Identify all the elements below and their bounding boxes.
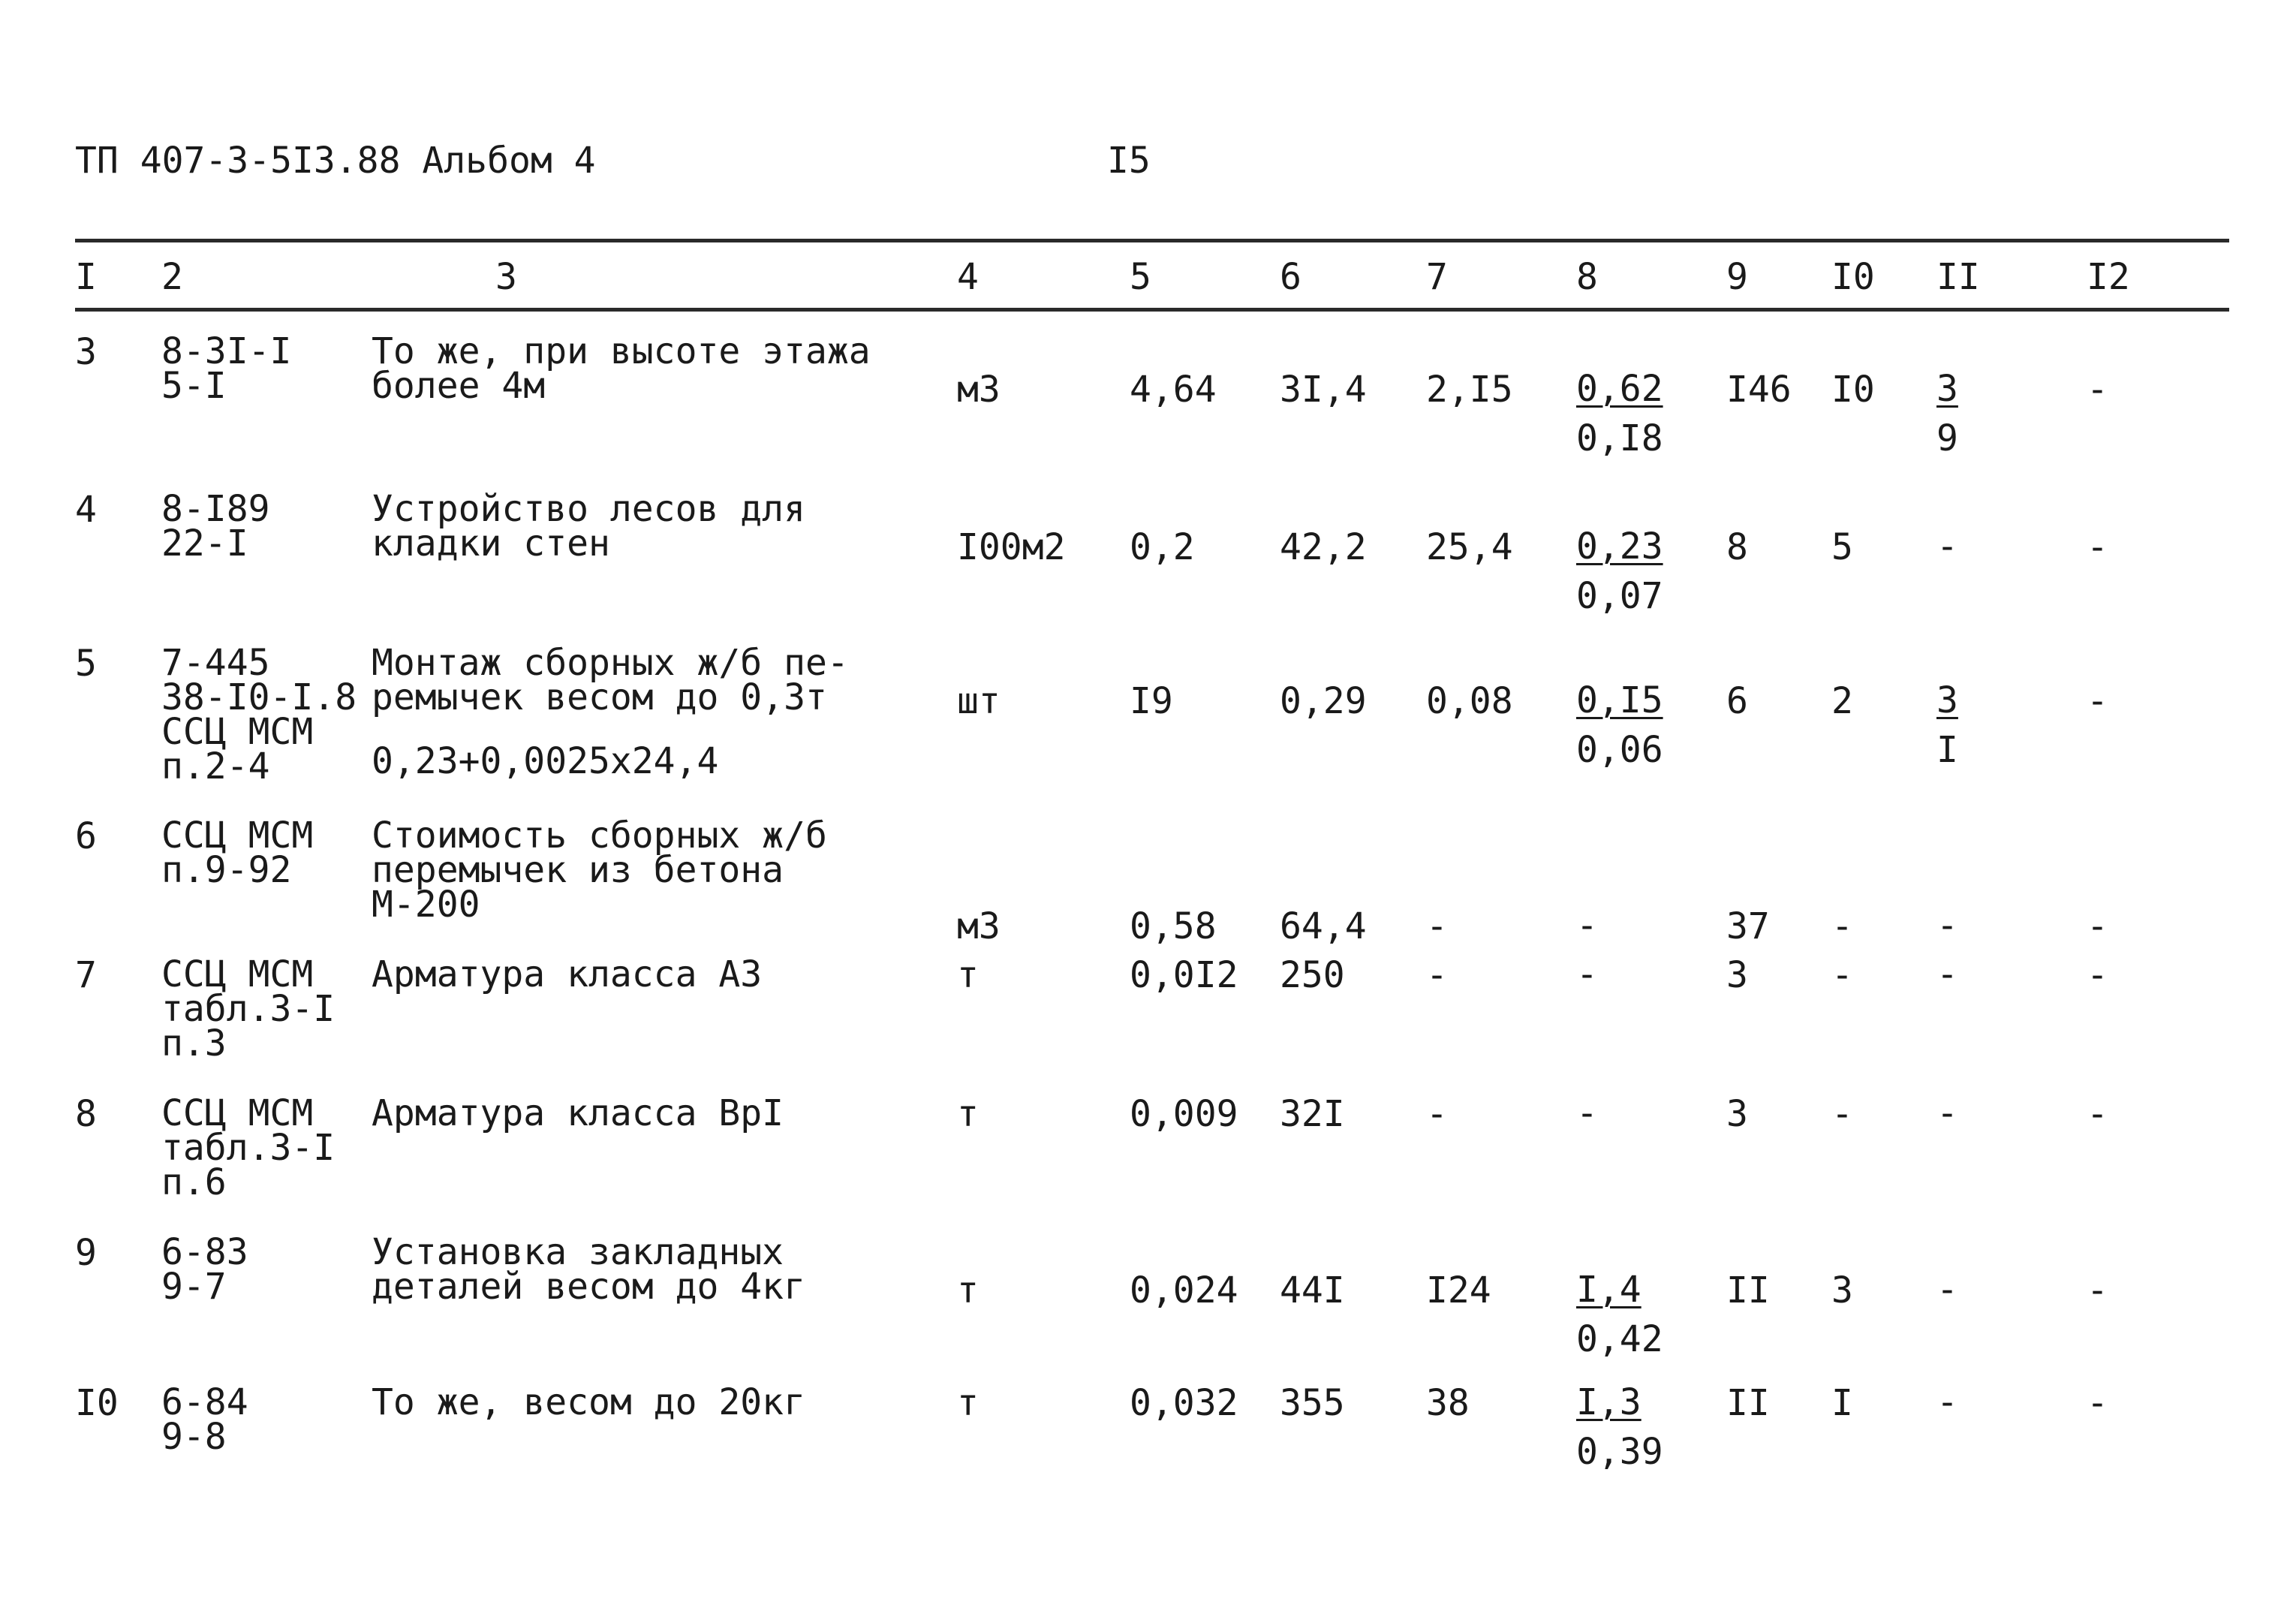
norm-code-line: табл.3-I — [161, 988, 336, 1030]
col12-cell: - — [2087, 369, 2108, 411]
unit-cost-cell: 32I — [1280, 1093, 1345, 1135]
norm-code-line: 38-I0-I.8 — [161, 676, 357, 718]
unit-cell: шт — [957, 680, 1001, 722]
norm-code-line: табл.3-I — [161, 1127, 336, 1169]
col12-cell: - — [2087, 1382, 2108, 1424]
col8-cell-fraction — [1576, 676, 1663, 775]
column-header-6: 6 — [1280, 256, 1301, 298]
col11-cell — [1936, 901, 1958, 950]
col8-cell-fraction — [1576, 522, 1663, 621]
work-description-line: Стоимость сборных ж/б — [372, 815, 827, 857]
col8-cell — [1576, 901, 1598, 950]
unit-cell: т — [957, 1269, 979, 1311]
unit-cell: т — [957, 954, 979, 996]
col8-cell — [1576, 1089, 1598, 1138]
col8-cell-fraction — [1576, 1378, 1663, 1477]
calculation-formula: 0,23+0,0025х24,4 — [372, 740, 719, 782]
col8-cell-numerator: I,4 — [1576, 1269, 1642, 1311]
norm-code-line: ССЦ МСМ — [161, 711, 314, 753]
col8-cell-fraction — [1576, 1089, 1598, 1138]
work-description — [372, 1092, 784, 1134]
col9-cell: 3 — [1726, 1093, 1748, 1135]
unit-cost-cell: 250 — [1280, 954, 1345, 996]
col12-cell: - — [2087, 680, 2108, 722]
col8-cell — [1576, 1265, 1663, 1364]
work-description — [372, 1381, 805, 1423]
col11-cell-numerator: - — [1936, 1269, 1958, 1311]
col8-cell-numerator: - — [1576, 905, 1598, 947]
col12-cell: - — [2087, 526, 2108, 568]
work-description — [372, 642, 849, 718]
col11-cell-fraction — [1936, 1378, 1958, 1427]
quantity-cell: 0,0I2 — [1130, 954, 1238, 996]
work-description-line: более 4м — [372, 365, 546, 407]
col7-cell: - — [1426, 1093, 1448, 1135]
col8-cell — [1576, 950, 1598, 999]
col11-cell-numerator: - — [1936, 1092, 1958, 1134]
col10-cell: 2 — [1831, 680, 1853, 722]
unit-cost-cell: 355 — [1280, 1382, 1345, 1424]
norm-code-line: ССЦ МСМ — [161, 815, 314, 857]
norm-code-line: ССЦ МСМ — [161, 1092, 314, 1134]
col11-cell-fraction — [1936, 676, 1958, 775]
col7-cell: 2,I5 — [1426, 369, 1513, 411]
norm-code — [161, 1092, 336, 1203]
unit-cost-cell: 42,2 — [1280, 526, 1367, 568]
col12-cell: - — [2087, 1269, 2108, 1311]
row-number: 8 — [75, 1093, 97, 1135]
col9-cell: 8 — [1726, 526, 1748, 568]
norm-code-line: 6-83 — [161, 1231, 248, 1273]
table-header-rule — [75, 308, 2229, 312]
work-description-line: Монтаж сборных ж/б пе- — [372, 642, 849, 684]
norm-code-line: 5-I — [161, 365, 227, 407]
row-number: 9 — [75, 1232, 97, 1274]
norm-code — [161, 488, 270, 565]
col9-cell: 37 — [1726, 905, 1770, 947]
norm-code — [161, 1381, 248, 1458]
col8-cell-denominator: 0,42 — [1576, 1318, 1663, 1360]
norm-code-line: п.2-4 — [161, 745, 270, 787]
quantity-cell: I9 — [1130, 680, 1173, 722]
quantity-cell: 0,032 — [1130, 1382, 1238, 1424]
table-top-rule — [75, 239, 2229, 242]
norm-code-line: 8-I89 — [161, 488, 270, 530]
work-description-line: перемычек из бетона — [372, 849, 784, 891]
col8-cell-fraction — [1576, 364, 1663, 463]
unit-cost-cell: 44I — [1280, 1269, 1345, 1311]
col11-cell-fraction — [1936, 950, 1958, 999]
work-description-line: То же, весом до 20кг — [372, 1381, 805, 1423]
col8-cell — [1576, 364, 1663, 463]
col7-cell: 25,4 — [1426, 526, 1513, 568]
norm-code-line: 7-445 — [161, 642, 270, 684]
unit-cell: м3 — [957, 369, 1001, 411]
col10-cell: 3 — [1831, 1269, 1853, 1311]
col7-cell: I24 — [1426, 1269, 1491, 1311]
work-description-line: Арматура класса ВрI — [372, 1092, 784, 1134]
norm-code-line: 22-I — [161, 522, 248, 565]
work-description — [372, 488, 805, 565]
column-header-9: 9 — [1726, 256, 1748, 298]
work-description — [372, 330, 871, 407]
col11-cell-numerator: - — [1936, 905, 1958, 947]
work-description-line: деталей весом до 4кг — [372, 1266, 805, 1308]
norm-code-line: 6-84 — [161, 1381, 248, 1423]
quantity-cell: 0,024 — [1130, 1269, 1238, 1311]
col11-cell-fraction — [1936, 901, 1958, 950]
col10-cell: I0 — [1831, 369, 1875, 411]
row-number: 6 — [75, 815, 97, 857]
work-description — [372, 815, 827, 926]
col10-cell: - — [1831, 1093, 1853, 1135]
column-header-5: 5 — [1130, 256, 1151, 298]
col11-cell — [1936, 522, 1958, 571]
col11-cell-fraction — [1936, 1265, 1958, 1314]
unit-cost-cell: 3I,4 — [1280, 369, 1367, 411]
work-description-line: То же, при высоте этажа — [372, 330, 871, 372]
col9-cell: II — [1726, 1382, 1770, 1424]
column-header-1: I — [75, 256, 97, 298]
unit-cell: м3 — [957, 905, 1001, 947]
work-description-line: М-200 — [372, 884, 480, 926]
row-number: 3 — [75, 331, 97, 373]
col7-cell: - — [1426, 905, 1448, 947]
norm-code — [161, 815, 314, 891]
col8-cell-denominator: 0,39 — [1576, 1431, 1663, 1473]
col8-cell — [1576, 522, 1663, 621]
work-description — [372, 1231, 805, 1308]
work-description-line: Установка закладных — [372, 1231, 784, 1273]
col11-cell — [1936, 364, 1958, 463]
col11-cell-denominator: I — [1936, 729, 1958, 771]
col11-cell — [1936, 1265, 1958, 1314]
column-header-10: I0 — [1831, 256, 1875, 298]
col11-cell-numerator: 3 — [1936, 679, 1958, 721]
col9-cell: II — [1726, 1269, 1770, 1311]
col11-cell-fraction — [1936, 1089, 1958, 1138]
norm-code-line: п.9-92 — [161, 849, 292, 891]
norm-code — [161, 330, 292, 407]
norm-code — [161, 953, 336, 1064]
col10-cell: - — [1831, 905, 1853, 947]
col12-cell: - — [2087, 905, 2108, 947]
unit-cost-cell: 64,4 — [1280, 905, 1367, 947]
work-description-line: Устройство лесов для — [372, 488, 805, 530]
col11-cell-numerator: 3 — [1936, 368, 1958, 410]
unit-cost-cell: 0,29 — [1280, 680, 1367, 722]
col9-cell: 3 — [1726, 954, 1748, 996]
col8-cell-numerator: - — [1576, 953, 1598, 995]
col11-cell-numerator: - — [1936, 525, 1958, 568]
quantity-cell: 0,2 — [1130, 526, 1195, 568]
quantity-cell: 0,009 — [1130, 1093, 1238, 1135]
norm-code-line: 8-3I-I — [161, 330, 292, 372]
col11-cell-fraction — [1936, 522, 1958, 571]
document-code: ТП 407-3-5I3.88 Альбом 4 — [75, 140, 596, 182]
col11-cell — [1936, 676, 1958, 775]
column-header-11: II — [1936, 256, 1980, 298]
col8-cell-numerator: I,3 — [1576, 1381, 1642, 1423]
col11-cell-numerator: - — [1936, 953, 1958, 995]
work-description-line: ремычек весом до 0,3т — [372, 676, 827, 718]
norm-code — [161, 1231, 248, 1308]
col9-cell: I46 — [1726, 369, 1792, 411]
col10-cell: 5 — [1831, 526, 1853, 568]
col8-cell — [1576, 676, 1663, 775]
col11-cell — [1936, 1378, 1958, 1427]
column-header-4: 4 — [957, 256, 979, 298]
col11-cell — [1936, 950, 1958, 999]
col11-cell-numerator: - — [1936, 1381, 1958, 1423]
col8-cell-numerator: - — [1576, 1092, 1598, 1134]
col12-cell: - — [2087, 954, 2108, 996]
unit-cell: т — [957, 1382, 979, 1424]
column-header-12: I2 — [2087, 256, 2130, 298]
col7-cell: - — [1426, 954, 1448, 996]
norm-code-line: п.6 — [161, 1161, 227, 1203]
work-description — [372, 953, 763, 995]
col8-cell-fraction — [1576, 901, 1598, 950]
column-header-7: 7 — [1426, 256, 1448, 298]
col8-cell-denominator: 0,06 — [1576, 729, 1663, 771]
col8-cell-denominator: 0,I8 — [1576, 417, 1663, 459]
col7-cell: 0,08 — [1426, 680, 1513, 722]
column-header-3: 3 — [495, 256, 517, 298]
col7-cell: 38 — [1426, 1382, 1470, 1424]
col11-cell-denominator: 9 — [1936, 417, 1958, 459]
norm-code-line: ССЦ МСМ — [161, 953, 314, 995]
norm-code-line: п.3 — [161, 1022, 227, 1064]
col8-cell-numerator: 0,23 — [1576, 525, 1663, 568]
col8-cell-fraction — [1576, 1265, 1663, 1364]
col8-cell — [1576, 1378, 1663, 1477]
work-description-line: Арматура класса А3 — [372, 953, 763, 995]
col11-cell-fraction — [1936, 364, 1958, 463]
work-description-line: кладки стен — [372, 522, 610, 565]
col8-cell-denominator: 0,07 — [1576, 575, 1663, 617]
col9-cell: 6 — [1726, 680, 1748, 722]
quantity-cell: 0,58 — [1130, 905, 1217, 947]
row-number: 7 — [75, 954, 97, 996]
norm-code-line: 9-8 — [161, 1416, 227, 1458]
col8-cell-numerator: 0,I5 — [1576, 679, 1663, 721]
unit-cell: I00м2 — [957, 526, 1066, 568]
col8-cell-numerator: 0,62 — [1576, 368, 1663, 410]
col10-cell: I — [1831, 1382, 1853, 1424]
row-number: I0 — [75, 1382, 119, 1424]
column-header-2: 2 — [161, 256, 183, 298]
col12-cell: - — [2087, 1093, 2108, 1135]
col8-cell-fraction — [1576, 950, 1598, 999]
col10-cell: - — [1831, 954, 1853, 996]
quantity-cell: 4,64 — [1130, 369, 1217, 411]
norm-code — [161, 642, 357, 787]
row-number: 5 — [75, 643, 97, 685]
column-header-8: 8 — [1576, 256, 1598, 298]
row-number: 4 — [75, 489, 97, 531]
page-number: I5 — [1107, 140, 1151, 182]
col11-cell — [1936, 1089, 1958, 1138]
norm-code-line: 9-7 — [161, 1266, 227, 1308]
unit-cell: т — [957, 1093, 979, 1135]
